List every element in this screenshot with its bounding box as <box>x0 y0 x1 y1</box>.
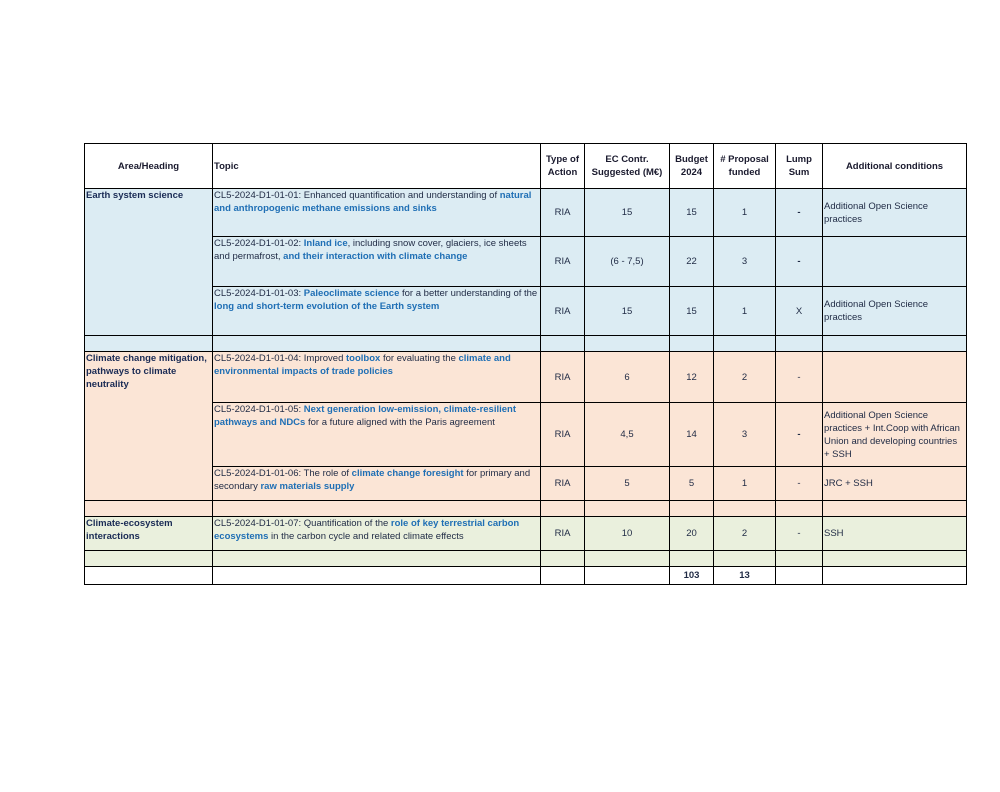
type-cell: RIA <box>541 467 585 501</box>
lump-cell: - <box>776 352 823 403</box>
topic-text: for a better understanding of the <box>399 288 538 299</box>
topic-cell <box>213 287 541 336</box>
type-cell: RIA <box>541 237 585 287</box>
spacer-row <box>85 336 967 352</box>
spacer-row <box>85 501 967 517</box>
proposals-cell: 2 <box>714 352 776 403</box>
table-row <box>85 189 967 237</box>
topic-highlight: climate change foresight <box>351 468 464 479</box>
proposals-cell: 2 <box>714 517 776 551</box>
lump-cell: - <box>776 517 823 551</box>
proposals-cell: 1 <box>714 189 776 237</box>
topic-highlight: and their interaction with climate change <box>283 251 468 262</box>
area-heading: Climate change mitigation, pathways to climate neutrality <box>85 352 213 501</box>
topic-text: , including snow cover, glaciers, ice sheets and permafrost, <box>214 238 527 262</box>
topic-highlight: Paleoclimate science <box>303 288 400 299</box>
proposals-cell: 3 <box>714 237 776 287</box>
header-additional: Additional conditions <box>823 144 967 189</box>
topic-highlight: natural and anthropogenic methane emissions and sinks <box>214 190 532 214</box>
table-row <box>85 403 967 467</box>
ec-cell: 6 <box>585 352 670 403</box>
ec-cell: 15 <box>585 287 670 336</box>
topic-text: in the carbon cycle and related climate effects <box>268 531 464 542</box>
lump-cell: X <box>776 287 823 336</box>
header-type: Type of Action <box>541 144 585 189</box>
ec-cell: 4,5 <box>585 403 670 467</box>
topic-text: CL5-2024-D1-01-02: <box>214 238 304 249</box>
header-lump: Lump Sum <box>776 144 823 189</box>
header-budget: Budget 2024 <box>670 144 714 189</box>
table-row <box>85 237 967 287</box>
topic-text: CL5-2024-D1-01-05: <box>214 404 304 415</box>
type-cell: RIA <box>541 352 585 403</box>
lump-cell: - <box>776 189 823 237</box>
ec-cell: (6 - 7,5) <box>585 237 670 287</box>
lump-cell: - <box>776 403 823 467</box>
topic-cell <box>213 403 541 467</box>
ec-cell: 10 <box>585 517 670 551</box>
table-row <box>85 352 967 403</box>
topic-cell <box>213 352 541 403</box>
table-row <box>85 467 967 501</box>
header-area: Area/Heading <box>85 144 213 189</box>
budget-cell: 15 <box>670 287 714 336</box>
topic-highlight: role of key terrestrial carbon ecosystems <box>214 518 520 542</box>
topic-cell <box>213 467 541 501</box>
topic-text: for primary and secondary <box>214 468 531 492</box>
totals-row <box>85 567 967 585</box>
type-cell: RIA <box>541 517 585 551</box>
topic-cell <box>213 517 541 551</box>
additional-cell <box>823 352 967 403</box>
topic-cell <box>213 189 541 237</box>
topic-text: CL5-2024-D1-01-06: The role of <box>214 468 352 479</box>
work-programme-table <box>84 143 967 585</box>
proposals-cell: 1 <box>714 287 776 336</box>
total-budget: 103 <box>670 567 714 585</box>
budget-cell: 22 <box>670 237 714 287</box>
topic-text: CL5-2024-D1-01-07: Quantification of the <box>214 518 391 529</box>
proposals-cell: 3 <box>714 403 776 467</box>
topic-highlight: Inland ice <box>303 238 348 249</box>
area-heading: Climate-ecosystem interactions <box>85 517 213 551</box>
table-row <box>85 287 967 336</box>
topic-cell <box>213 237 541 287</box>
ec-cell: 15 <box>585 189 670 237</box>
type-cell: RIA <box>541 287 585 336</box>
additional-cell: Additional Open Science practices <box>823 287 967 336</box>
area-heading: Earth system science <box>85 189 213 336</box>
topic-highlight: long and short-term evolution of the Earth system <box>214 301 440 312</box>
header-topic: Topic <box>213 144 541 189</box>
topic-highlight: Next generation low-emission, climate-resilient pathways and NDCs <box>214 404 517 428</box>
topic-highlight: raw materials supply <box>260 481 355 492</box>
proposals-cell: 1 <box>714 467 776 501</box>
topic-text: for evaluating the <box>380 353 459 364</box>
header-ec: EC Contr. Suggested (M€) <box>585 144 670 189</box>
budget-cell: 20 <box>670 517 714 551</box>
additional-cell: JRC + SSH <box>823 467 967 501</box>
additional-cell: Additional Open Science practices <box>823 189 967 237</box>
topic-text: for a future aligned with the Paris agreement <box>305 417 495 428</box>
topic-highlight: climate and environmental impacts of trade policies <box>214 353 511 377</box>
ec-cell: 5 <box>585 467 670 501</box>
topic-text: CL5-2024-D1-01-04: Improved <box>214 353 347 364</box>
budget-cell: 14 <box>670 403 714 467</box>
additional-cell <box>823 237 967 287</box>
header-row <box>85 144 967 189</box>
type-cell: RIA <box>541 403 585 467</box>
total-proposals: 13 <box>714 567 776 585</box>
lump-cell: - <box>776 237 823 287</box>
budget-cell: 12 <box>670 352 714 403</box>
topic-highlight: toolbox <box>346 353 381 364</box>
budget-cell: 15 <box>670 189 714 237</box>
budget-cell: 5 <box>670 467 714 501</box>
additional-cell: Additional Open Science practices + Int.Coop with African Union and developing countries + SSH <box>823 403 967 467</box>
lump-cell: - <box>776 467 823 501</box>
header-proposals: # Proposal funded <box>714 144 776 189</box>
topic-text: CL5-2024-D1-01-01: Enhanced quantification and understanding of <box>214 190 500 201</box>
table-row <box>85 517 967 551</box>
type-cell: RIA <box>541 189 585 237</box>
topic-text: CL5-2024-D1-01-03: <box>214 288 304 299</box>
additional-cell: SSH <box>823 517 967 551</box>
spacer-row <box>85 551 967 567</box>
